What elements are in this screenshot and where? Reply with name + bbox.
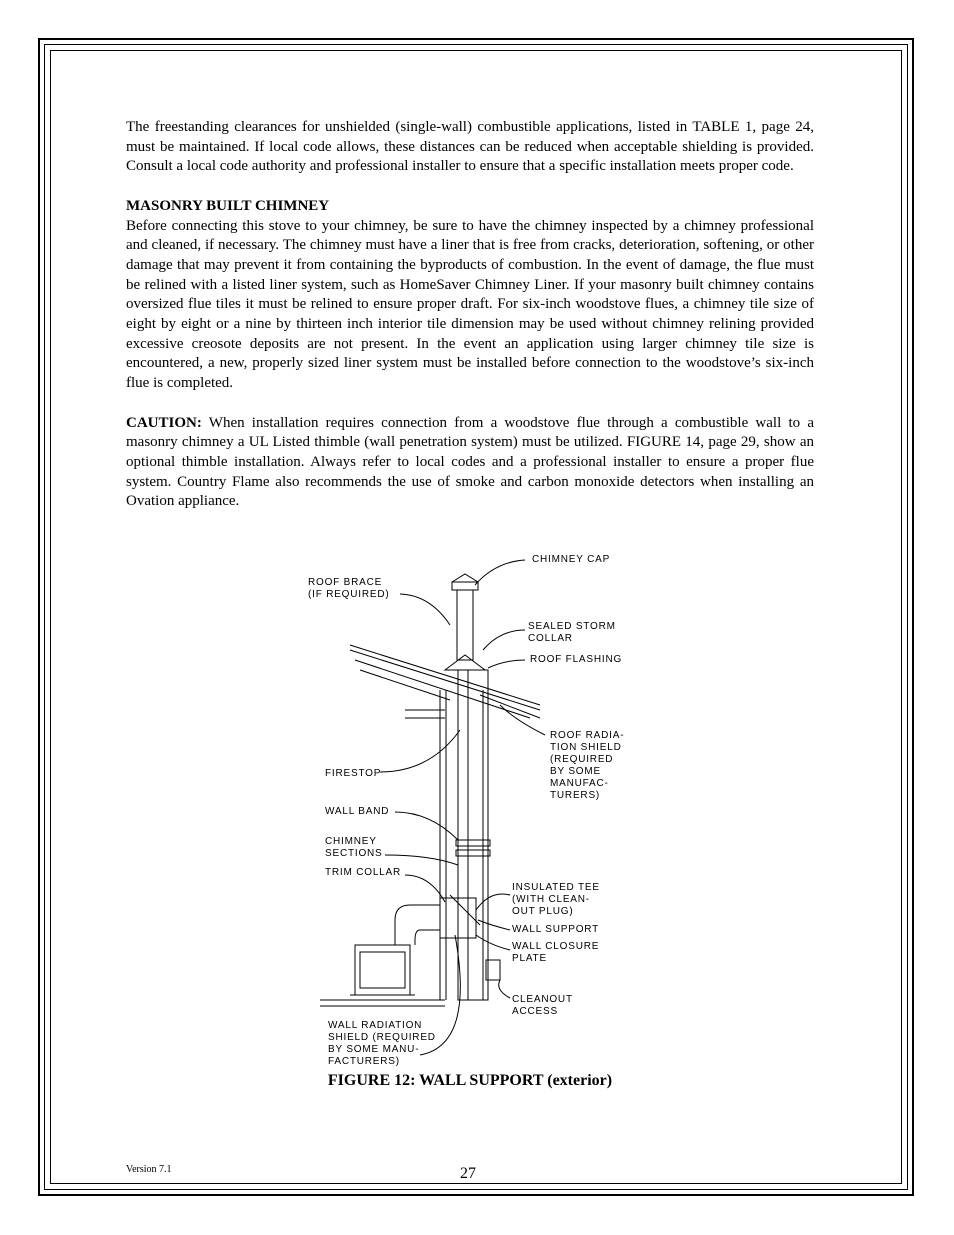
figure-wall-support-diagram bbox=[300, 550, 640, 1070]
leader-chimney-cap bbox=[475, 560, 525, 585]
woodstove-door bbox=[360, 952, 405, 988]
roof-line-4 bbox=[360, 670, 450, 700]
paragraph-clearances: The freestanding clearances for unshielded (single-wall) combustible applications, listed in TABLE 1, page 24, must be maintained. If local code allows, these distances can be reduced when acceptable shielding is provided. Consult a local code authority and professional installer to ensure that a specific installation meets proper code. bbox=[126, 119, 814, 175]
paragraph-caution bbox=[126, 414, 814, 513]
chimney-cap bbox=[452, 582, 478, 590]
wall-band bbox=[456, 840, 490, 846]
roof-line-3 bbox=[355, 660, 530, 718]
label-wall-rad-1: WALL RADIATION bbox=[328, 1020, 423, 1031]
chimney-cap-top bbox=[452, 574, 478, 582]
caution-label: CAUTION: bbox=[126, 414, 202, 431]
version-label: Version 7.1 bbox=[126, 1164, 172, 1175]
roof-line-1 bbox=[350, 645, 540, 705]
label-roof-rad-1: ROOF RADIA- bbox=[550, 730, 625, 741]
label-sealed-storm-1: SEALED STORM bbox=[528, 621, 616, 632]
label-chimney-sections-2: SECTIONS bbox=[325, 848, 383, 859]
leader-chimney-sections bbox=[385, 855, 458, 865]
leader-firestop bbox=[380, 730, 460, 772]
label-roof-rad-3: (REQUIRED bbox=[550, 754, 614, 765]
figure-caption: FIGURE 12: WALL SUPPORT (exterior) bbox=[327, 1072, 613, 1089]
roof-line-2 bbox=[350, 650, 540, 710]
label-trim-collar: TRIM COLLAR bbox=[325, 867, 402, 878]
label-chimney-cap: CHIMNEY CAP bbox=[532, 554, 611, 565]
leader-storm-collar bbox=[483, 630, 525, 650]
label-sealed-storm-2: COLLAR bbox=[528, 633, 573, 644]
leader-insulated-tee bbox=[476, 894, 510, 910]
leader-cleanout bbox=[499, 980, 510, 998]
label-wall-support: WALL SUPPORT bbox=[512, 924, 600, 935]
body-text bbox=[126, 118, 814, 512]
label-insulated-tee-2: (WITH CLEAN- bbox=[512, 894, 590, 905]
storm-collar bbox=[445, 655, 485, 670]
label-roof-brace-1: ROOF BRACE bbox=[308, 577, 383, 588]
stove-pipe-elbow bbox=[395, 905, 440, 945]
leader-trim-collar bbox=[405, 875, 445, 902]
paragraph-masonry: Before connecting this stove to your chimney, be sure to have the chimney inspected by a chimney professional and cleaned, if necessary. The chimney must have a liner that is free from cracks, deterioration, softening, or other damage that may prevent it from containing the byproducts of combustion. In the event of damage, the flue must be relined with a listed liner system, such as HomeSaver Chimney Liner. If your masonry built chimney contains oversized flue tiles it must be relined to ensure proper draft. For six-inch woodstove flues, a chimney tile size of eight by eight or a nine by thirteen inch interior tile dimension may be used without chimney relining provided excessive creosote deposits are not present. In the event an application using larger chimney tile size is encountered, a new, properly sized liner system must be installed before connection to the woodstove’s six-inch flue is completed. bbox=[126, 217, 814, 392]
label-wall-closure-2: PLATE bbox=[512, 953, 547, 964]
label-roof-rad-4: BY SOME bbox=[550, 766, 601, 777]
label-insulated-tee-3: OUT PLUG) bbox=[512, 906, 574, 917]
label-wall-rad-3: BY SOME MANU- bbox=[328, 1044, 420, 1055]
wall-support-drawing bbox=[300, 550, 640, 1070]
label-roof-rad-6: TURERS) bbox=[550, 790, 601, 801]
label-chimney-sections-1: CHIMNEY bbox=[325, 836, 377, 847]
label-wall-band: WALL BAND bbox=[325, 806, 390, 817]
roof-line-5 bbox=[480, 695, 540, 718]
label-cleanout-1: CLEANOUT bbox=[512, 994, 573, 1005]
label-roof-brace-2: (IF REQUIRED) bbox=[308, 589, 390, 600]
label-wall-rad-4: FACTURERS) bbox=[328, 1056, 400, 1067]
chimney-pipe-top bbox=[457, 590, 473, 660]
label-cleanout-2: ACCESS bbox=[512, 1006, 558, 1017]
label-firestop: FIRESTOP bbox=[325, 768, 382, 779]
label-roof-rad-5: MANUFAC- bbox=[550, 778, 609, 789]
label-insulated-tee-1: INSULATED TEE bbox=[512, 882, 600, 893]
leader-roof-brace bbox=[400, 594, 450, 625]
leader-wall-closure bbox=[476, 935, 510, 950]
heading-masonry-chimney: MASONRY BUILT CHIMNEY bbox=[126, 197, 330, 214]
wall-band-2 bbox=[456, 850, 490, 856]
page-number: 27 bbox=[460, 1165, 476, 1182]
label-wall-rad-2: SHIELD (REQUIRED bbox=[328, 1032, 436, 1043]
label-roof-rad-2: TION SHIELD bbox=[550, 742, 622, 753]
label-roof-flashing: ROOF FLASHING bbox=[530, 654, 623, 665]
label-wall-closure-1: WALL CLOSURE bbox=[512, 941, 600, 952]
leader-wall-band bbox=[395, 812, 458, 840]
leader-roof-flashing bbox=[488, 660, 525, 668]
caution-text: When installation requires connection from a woodstove flue through a combustible wall to a masonry chimney a UL Listed thimble (wall penetration system) must be utilized. FIGURE 14, page 29, show an optional thimble installation. Always refer to local codes and a professional installer to ensure a proper flue system. Country Flame also recommends the use of smoke and carbon monoxide detectors when installing an Ovation appliance. bbox=[126, 414, 814, 510]
